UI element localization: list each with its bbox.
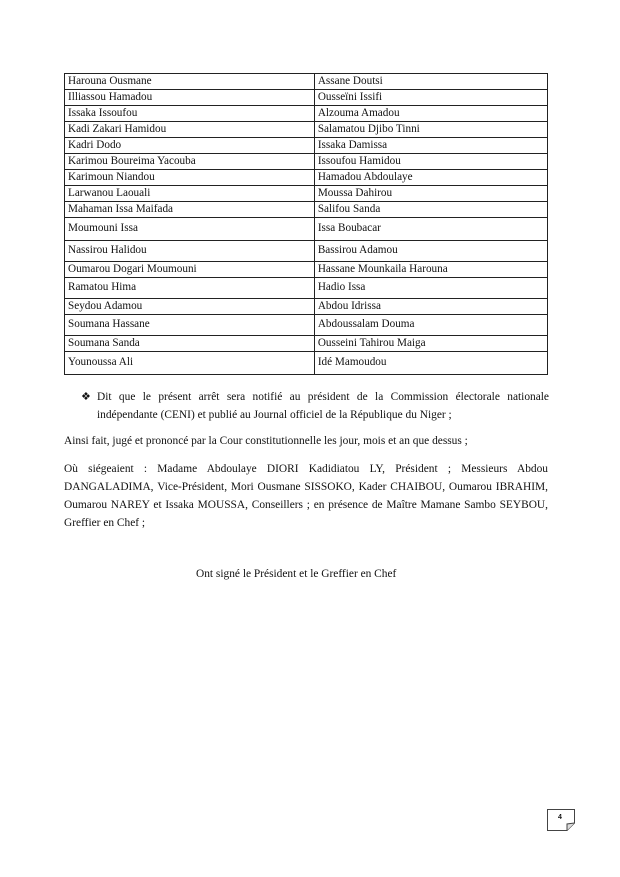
name-cell-left: Nassirou Halidou — [65, 241, 315, 262]
closing-statement: Ainsi fait, jugé et prononcé par la Cour constitutionnelle les jour, mois et an que dessus ; — [64, 435, 468, 447]
name-cell-left: Seydou Adamou — [65, 299, 315, 315]
name-cell-right: Ousseini Tahirou Maiga — [314, 336, 547, 352]
signature-line: Ont signé le Président et le Greffier en Chef — [196, 568, 397, 580]
name-cell-left: Karimou Boureima Yacouba — [65, 154, 315, 170]
table-row — [65, 278, 548, 299]
name-cell-left: Moumouni Issa — [65, 218, 315, 241]
table-row — [65, 186, 548, 202]
name-cell-right: Issoufou Hamidou — [314, 154, 547, 170]
name-cell-left: Karimoun Niandou — [65, 170, 315, 186]
table-row — [65, 74, 548, 90]
notification-text: Dit que le présent arrêt sera notifié au président de la Commission électorale nationale indépendante (CENI) et publié au Journal officiel de la République du Niger ; — [97, 391, 549, 421]
court-members-paragraph: Où siégeaient : Madame Abdoulaye DIORI Kadidiatou LY, Président ; Messieurs Abdou DANGALADIMA, Vice-Président, Mori Ousmane SISSOKO, Kader CHAIBOU, Oumarou IBRAHIM, Oumarou NAREY et Issaka MOUSSA, Conseillers ; en présence de Maître Mamane Sambo SEYBOU, Greffier en Chef ; — [64, 463, 548, 529]
name-cell-right: Idé Mamoudou — [314, 352, 547, 375]
table-row — [65, 218, 548, 241]
name-cell-right: Hamadou Abdoulaye — [314, 170, 547, 186]
notification-bullet — [81, 388, 549, 424]
name-cell-right: Issaka Damissa — [314, 138, 547, 154]
name-cell-right: Assane Doutsi — [314, 74, 547, 90]
name-cell-right: Issa Boubacar — [314, 218, 547, 241]
name-cell-left: Issaka Issoufou — [65, 106, 315, 122]
page-number-box — [547, 809, 575, 831]
table-row — [65, 154, 548, 170]
name-cell-right: Alzouma Amadou — [314, 106, 547, 122]
name-cell-left: Harouna Ousmane — [65, 74, 315, 90]
name-cell-left: Larwanou Laouali — [65, 186, 315, 202]
names-table — [64, 73, 548, 375]
name-cell-left: Mahaman Issa Maifada — [65, 202, 315, 218]
table-row — [65, 262, 548, 278]
name-cell-right: Salifou Sanda — [314, 202, 547, 218]
name-cell-left: Kadri Dodo — [65, 138, 315, 154]
name-cell-right: Bassirou Adamou — [314, 241, 547, 262]
name-cell-right: Hassane Mounkaila Harouna — [314, 262, 547, 278]
table-row — [65, 241, 548, 262]
table-row — [65, 352, 548, 375]
table-row — [65, 315, 548, 336]
name-cell-right: Abdou Idrissa — [314, 299, 547, 315]
table-row — [65, 170, 548, 186]
name-cell-right: Moussa Dahirou — [314, 186, 547, 202]
name-cell-left: Younoussa Ali — [65, 352, 315, 375]
name-cell-right: Hadio Issa — [314, 278, 547, 299]
names-table-body — [65, 74, 548, 375]
table-row — [65, 138, 548, 154]
table-row — [65, 336, 548, 352]
name-cell-left: Illiassou Hamadou — [65, 90, 315, 106]
name-cell-right: Salamatou Djibo Tinni — [314, 122, 547, 138]
name-cell-left: Ramatou Hima — [65, 278, 315, 299]
name-cell-left: Soumana Sanda — [65, 336, 315, 352]
table-row — [65, 122, 548, 138]
name-cell-right: Abdoussalam Douma — [314, 315, 547, 336]
table-row — [65, 299, 548, 315]
table-row — [65, 90, 548, 106]
name-cell-right: Ousseïni Issifi — [314, 90, 547, 106]
name-cell-left: Kadi Zakari Hamidou — [65, 122, 315, 138]
table-row — [65, 202, 548, 218]
page-number: 4 — [558, 814, 562, 821]
name-cell-left: Oumarou Dogari Moumouni — [65, 262, 315, 278]
table-row — [65, 106, 548, 122]
diamond-bullet-icon: ❖ — [81, 391, 91, 403]
name-cell-left: Soumana Hassane — [65, 315, 315, 336]
